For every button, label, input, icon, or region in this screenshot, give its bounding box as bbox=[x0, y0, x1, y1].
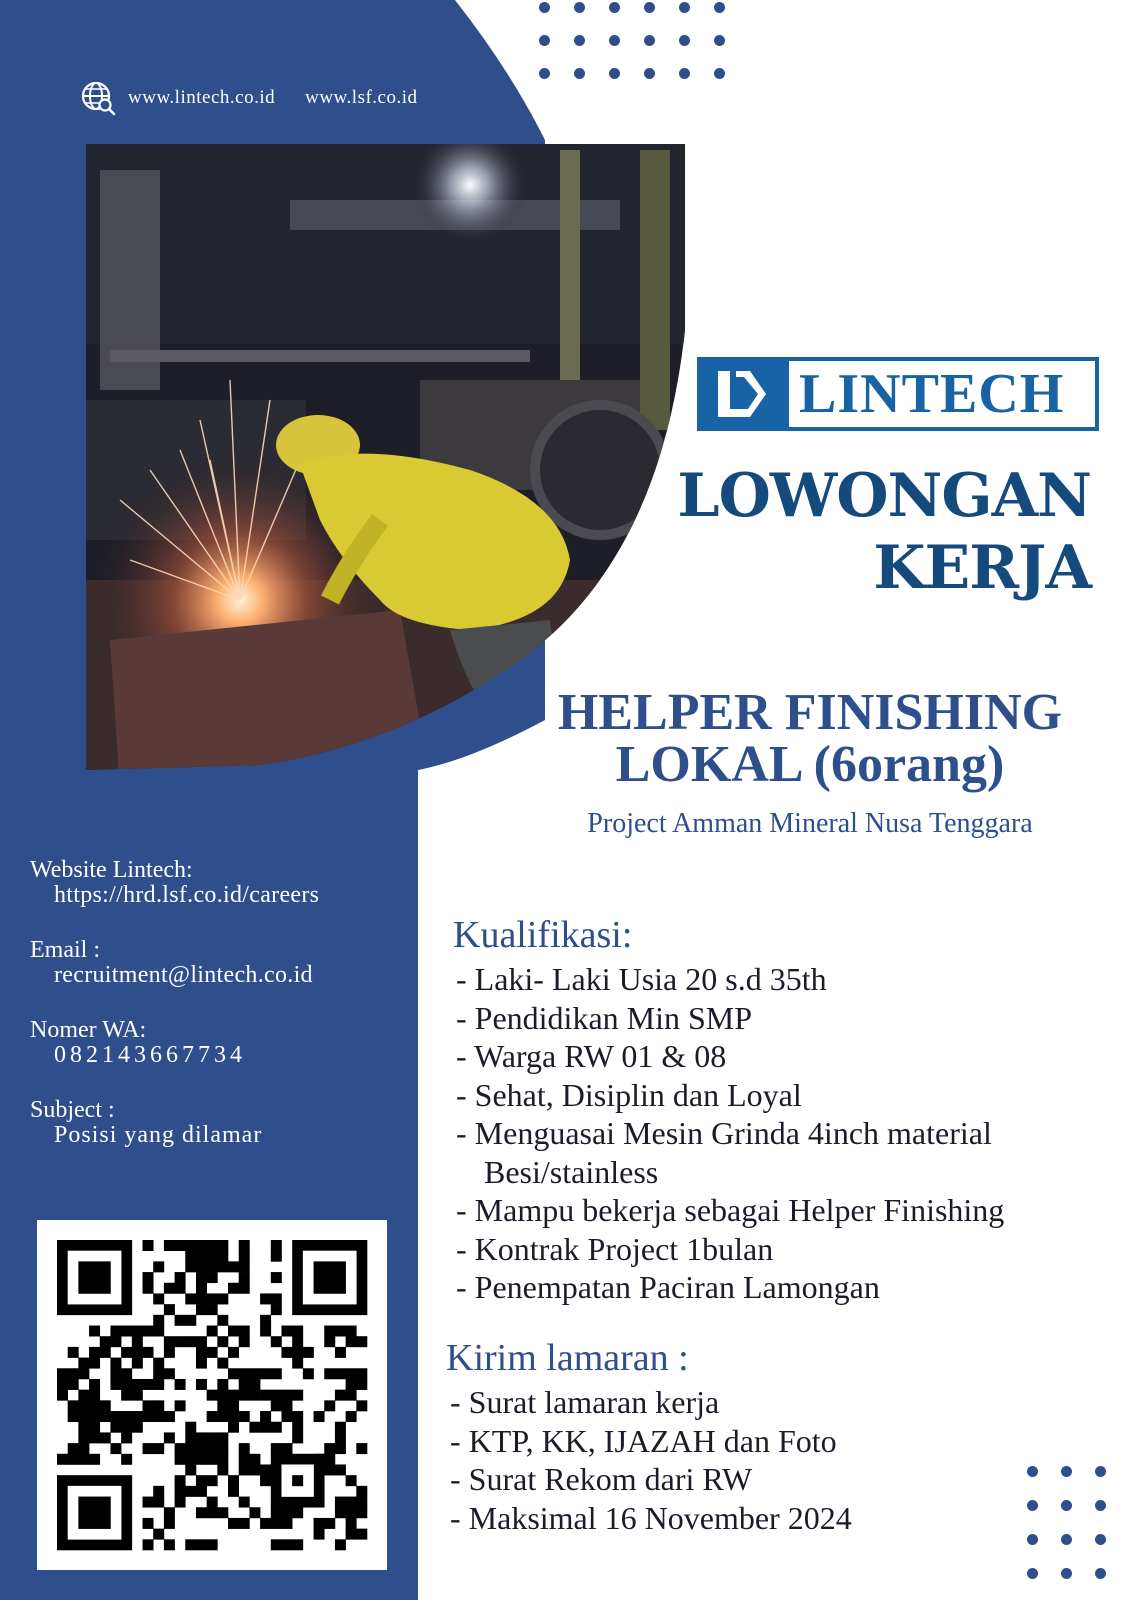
list-item: - KTP, KK, IJAZAH dan Foto bbox=[450, 1422, 837, 1459]
page-title bbox=[677, 460, 1091, 604]
job-title-line-2: LOKAL (6orang) bbox=[615, 736, 1005, 793]
subject-label: Subject : bbox=[30, 1097, 115, 1123]
website-label: Website Lintech: bbox=[30, 857, 193, 883]
list-item: - Penempatan Paciran Lamongan bbox=[456, 1269, 880, 1305]
job-title-line-1: HELPER FINISHING bbox=[557, 684, 1063, 741]
decor-dot bbox=[1061, 1568, 1072, 1579]
decor-dot bbox=[1095, 1568, 1106, 1579]
contact-email bbox=[30, 938, 313, 988]
decor-dot bbox=[1027, 1534, 1038, 1545]
list-item: - Kontrak Project 1bulan bbox=[456, 1230, 774, 1267]
contact-wa bbox=[30, 1018, 246, 1068]
list-item: Besi/stainless bbox=[484, 1153, 659, 1190]
list-item: - Mampu bekerja sebagai Helper Finishing bbox=[456, 1192, 1005, 1228]
lintech-logo-mark-icon bbox=[701, 361, 789, 427]
list-item: - Sehat, Disiplin dan Loyal bbox=[456, 1076, 802, 1113]
list-item: - Surat lamaran kerja bbox=[450, 1384, 720, 1420]
contact-subject bbox=[30, 1098, 262, 1148]
lsf-website-link[interactable]: www.lsf.co.id bbox=[305, 87, 418, 108]
application-title: Kirim lamaran : bbox=[446, 1337, 689, 1379]
lintech-logo-text: LINTECH bbox=[799, 363, 1065, 425]
email-label: Email : bbox=[30, 937, 100, 963]
lintech-logo bbox=[697, 357, 1099, 431]
decor-dot bbox=[1027, 1466, 1038, 1477]
wa-label: Nomer WA: bbox=[30, 1017, 147, 1043]
list-item: - Laki- Laki Usia 20 s.d 35th bbox=[456, 961, 827, 997]
headline-line-2: KERJA bbox=[873, 533, 1091, 603]
list-item: - Surat Rekom dari RW bbox=[450, 1461, 753, 1497]
project-name: Project Amman Mineral Nusa Tenggara bbox=[587, 808, 1033, 839]
list-item: - Maksimal 16 November 2024 bbox=[450, 1499, 852, 1536]
decor-dot bbox=[1095, 1534, 1106, 1545]
qualifications-title: Kualifikasi: bbox=[453, 914, 633, 956]
headline-line-1: LOWONGAN bbox=[677, 461, 1091, 531]
website-url-link[interactable]: https://hrd.lsf.co.id/careers bbox=[54, 882, 320, 908]
qr-code-icon bbox=[37, 1220, 387, 1570]
decor-dot bbox=[1095, 1500, 1106, 1511]
decorative-dots-bottom bbox=[1027, 1466, 1106, 1579]
qr-code[interactable] bbox=[37, 1220, 387, 1570]
contact-website bbox=[30, 858, 319, 908]
decor-dot bbox=[1095, 1466, 1106, 1477]
list-item: - Menguasai Mesin Grinda 4inch material bbox=[456, 1115, 992, 1151]
lintech-website-link[interactable]: www.lintech.co.id bbox=[128, 87, 276, 108]
decor-dot bbox=[1027, 1500, 1038, 1511]
decor-dot bbox=[1061, 1500, 1072, 1511]
qualifications-list bbox=[456, 960, 1004, 1307]
wa-number[interactable]: 082143667734 bbox=[54, 1042, 246, 1068]
job-title bbox=[500, 684, 1120, 793]
decor-dot bbox=[1061, 1466, 1072, 1477]
application-list bbox=[450, 1383, 852, 1537]
decor-dot bbox=[1027, 1568, 1038, 1579]
subject-value: Posisi yang dilamar bbox=[54, 1122, 263, 1148]
decor-dot bbox=[1061, 1534, 1072, 1545]
email-address-link[interactable]: recruitment@lintech.co.id bbox=[54, 962, 313, 988]
list-item: - Warga RW 01 & 08 bbox=[456, 1038, 727, 1074]
list-item: - Pendidikan Min SMP bbox=[456, 999, 753, 1036]
